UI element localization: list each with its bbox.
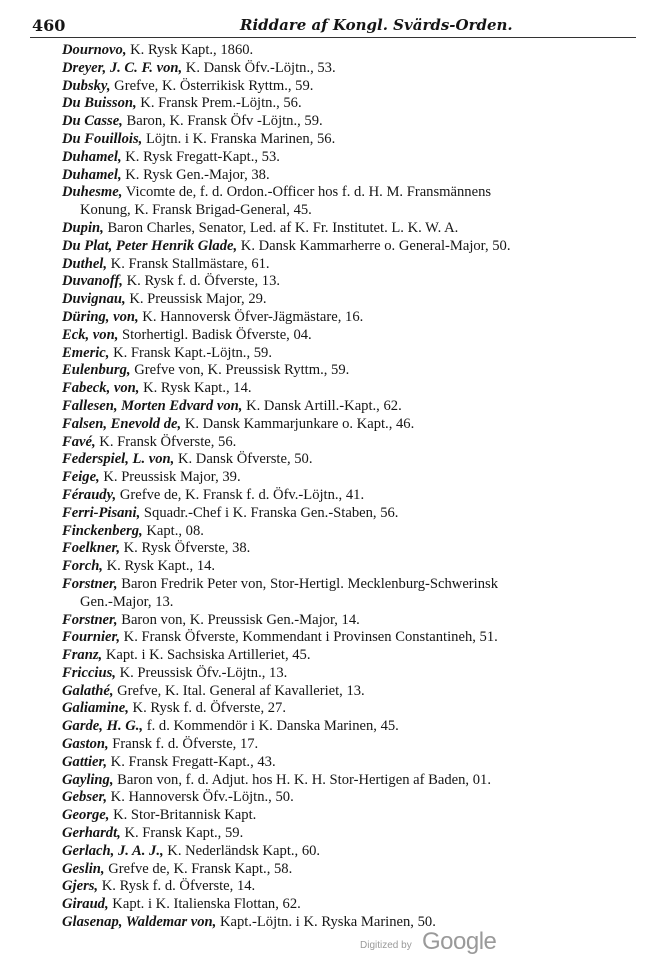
entry-name: Du Buisson,	[62, 95, 137, 112]
entry-line	[62, 540, 642, 558]
entry-details: K. Fransk Öfverste, Kommendant i Provinsen Constantineh, 51.	[123, 629, 498, 646]
entry-line	[62, 273, 642, 291]
entry-line	[62, 896, 642, 914]
entry-details: K. Rysk Gen.-Major, 38.	[125, 166, 270, 183]
entry-details: K. Rysk Kapt., 1860.	[130, 42, 254, 58]
entry-name: Fallesen, Morten Edvard von,	[62, 397, 243, 414]
entry-line	[62, 772, 642, 790]
entry-details: Baron von, f. d. Adjut. hos H. K. H. Stor-Hertigen af Baden, 01.	[117, 771, 491, 788]
list-item	[62, 309, 642, 327]
list-item	[62, 273, 642, 291]
entry-name: Dubsky,	[62, 77, 111, 94]
entry-name: Galathé,	[62, 682, 114, 699]
entry-details: Baron, K. Fransk Öfv -Löjtn., 59.	[126, 113, 323, 130]
entry-name: Finckenberg,	[62, 522, 143, 539]
list-item	[62, 878, 642, 896]
entry-details: Baron von, K. Preussisk Gen.-Major, 14.	[121, 611, 360, 628]
entry-details: K. Dansk Kammarherre o. General-Major, 50.	[240, 237, 511, 254]
list-item	[62, 256, 642, 274]
list-item	[62, 167, 642, 185]
list-item	[62, 60, 642, 78]
entry-details: K. Hannoversk Öfver-Jägmästare, 16.	[142, 308, 364, 325]
entry-line	[62, 398, 642, 416]
entry-list	[62, 42, 642, 932]
entry-line	[62, 878, 642, 896]
entry-name: Düring, von,	[62, 308, 139, 325]
entry-name: Emeric,	[62, 344, 110, 361]
digitized-label: Digitized by	[360, 940, 412, 951]
entry-name: Eck, von,	[62, 326, 119, 343]
list-item	[62, 540, 642, 558]
entry-name: Eulenburg,	[62, 362, 131, 379]
entry-line	[62, 718, 642, 736]
list-item	[62, 843, 642, 861]
entry-line	[62, 327, 642, 345]
entry-details: Kapt., 08.	[146, 522, 204, 539]
entry-details: Fransk f. d. Öfverste, 17.	[112, 736, 259, 753]
entry-name: Feige,	[62, 469, 100, 486]
entry-details: Kapt.-Löjtn. i K. Ryska Marinen, 50.	[219, 914, 436, 931]
entry-details: Storhertigl. Badisk Öfverste, 04.	[122, 326, 312, 343]
entry-name: Friccius,	[62, 664, 116, 681]
header-rule	[30, 37, 636, 38]
entry-name: Duvignau,	[62, 291, 126, 308]
entry-details: K. Rysk f. d. Öfverste, 13.	[126, 273, 281, 290]
entry-line	[62, 576, 642, 594]
page-header	[30, 14, 636, 38]
entry-details: Grefve de, K. Fransk f. d. Öfv.-Löjtn., 41.	[119, 486, 365, 503]
entry-line	[62, 362, 642, 380]
entry-name: Gaston,	[62, 736, 109, 753]
digitized-by-google-watermark	[360, 928, 560, 958]
page-number: 460	[32, 16, 66, 35]
entry-name: Franz,	[62, 647, 103, 664]
entry-details: K. Preussisk Major, 29.	[129, 291, 267, 308]
entry-line	[62, 345, 642, 363]
entry-name: Gerlach, J. A. J.,	[62, 842, 164, 859]
entry-name: Du Plat, Peter Henrik Glade,	[62, 237, 238, 254]
list-item	[62, 149, 642, 167]
entry-details: Grefve de, K. Fransk Kapt., 58.	[108, 860, 293, 877]
entry-details: Kapt. i K. Sachsiska Artilleriet, 45.	[105, 647, 311, 664]
entry-line	[62, 380, 642, 398]
entry-name: Glasenap, Waldemar von,	[62, 914, 217, 931]
list-item	[62, 380, 642, 398]
entry-name: Ferri-Pisani,	[62, 504, 141, 521]
list-item	[62, 184, 642, 220]
entry-name: Federspiel, L. von,	[62, 451, 175, 468]
entry-details: Baron Fredrik Peter von, Stor-Hertigl. Mecklenburg-Schwerinsk	[121, 575, 498, 592]
entry-line	[62, 665, 642, 683]
google-logo: Google	[422, 928, 497, 955]
entry-details: Löjtn. i K. Franska Marinen, 56.	[145, 130, 336, 147]
list-item	[62, 736, 642, 754]
entry-line	[62, 700, 642, 718]
entry-name: Foelkner,	[62, 540, 120, 557]
entry-line	[62, 843, 642, 861]
entry-details: Grefve von, K. Preussisk Ryttm., 59.	[134, 362, 350, 379]
entry-details: K. Rysk Kapt., 14.	[106, 558, 216, 575]
entry-details: K. Hannoversk Öfv.-Löjtn., 50.	[110, 789, 294, 806]
list-item	[62, 754, 642, 772]
entry-name: Duthel,	[62, 255, 108, 272]
list-item	[62, 576, 642, 612]
entry-details: K. Dansk Kammarjunkare o. Kapt., 46.	[184, 415, 415, 432]
entry-name: Duhesme,	[62, 184, 123, 201]
entry-details: K. Stor-Britannisk Kapt.	[113, 807, 257, 824]
running-title: Riddare af Kongl. Svärds-Orden.	[240, 16, 513, 34]
entry-name: Giraud,	[62, 896, 109, 913]
entry-line	[62, 487, 642, 505]
list-item	[62, 772, 642, 790]
entry-details: K. Preussisk Öfv.-Löjtn., 13.	[119, 664, 288, 681]
entry-details: Squadr.-Chef i K. Franska Gen.-Staben, 56.	[143, 504, 399, 521]
entry-line	[62, 469, 642, 487]
entry-name: Falsen, Enevold de,	[62, 415, 182, 432]
entry-line	[62, 95, 642, 113]
entry-name: Duvanoff,	[62, 273, 123, 290]
entry-name: Féraudy,	[62, 486, 117, 503]
list-item	[62, 505, 642, 523]
list-item	[62, 665, 642, 683]
entry-details: Kapt. i K. Italienska Flottan, 62.	[112, 896, 301, 913]
list-item	[62, 95, 642, 113]
list-item	[62, 434, 642, 452]
entry-line	[62, 825, 642, 843]
entry-details: K. Fransk Stallmästare, 61.	[110, 255, 270, 272]
entry-line	[62, 291, 642, 309]
entry-details: Vicomte de, f. d. Ordon.-Officer hos f. d. H. M. Fransmännens	[125, 184, 492, 201]
list-item	[62, 700, 642, 718]
entry-details: K. Fransk Fregatt-Kapt., 43.	[110, 753, 276, 770]
entry-line	[62, 131, 642, 149]
entry-line	[62, 416, 642, 434]
entry-line	[62, 309, 642, 327]
list-item	[62, 398, 642, 416]
entry-details: K. Nederländsk Kapt., 60.	[167, 842, 321, 859]
entry-details: K. Rysk f. d. Öfverste, 27.	[132, 700, 286, 717]
list-item	[62, 861, 642, 879]
list-item	[62, 647, 642, 665]
entry-name: Gjers,	[62, 878, 99, 895]
list-item	[62, 42, 642, 60]
list-item	[62, 789, 642, 807]
entry-details: Grefve, K. Österrikisk Ryttm., 59.	[114, 77, 314, 94]
entry-name: Geslin,	[62, 860, 105, 877]
entry-details: K. Dansk Öfv.-Löjtn., 53.	[185, 59, 336, 76]
entry-line	[62, 184, 642, 202]
entry-name: Forstner,	[62, 611, 118, 628]
list-item	[62, 487, 642, 505]
entry-details: K. Rysk Fregatt-Kapt., 53.	[125, 148, 280, 165]
entry-line	[62, 167, 642, 185]
list-item	[62, 220, 642, 238]
entry-name: Fabeck, von,	[62, 380, 140, 397]
entry-line	[62, 220, 642, 238]
list-item	[62, 451, 642, 469]
list-item	[62, 131, 642, 149]
entry-name: Gayling,	[62, 771, 114, 788]
entry-line	[62, 861, 642, 879]
entry-line	[62, 789, 642, 807]
entry-line	[62, 807, 642, 825]
list-item	[62, 78, 642, 96]
list-item	[62, 523, 642, 541]
entry-name: Forstner,	[62, 575, 118, 592]
entry-line	[62, 736, 642, 754]
entry-details: K. Dansk Öfverste, 50.	[177, 451, 313, 468]
list-item	[62, 896, 642, 914]
entry-details: K. Dansk Artill.-Kapt., 62.	[246, 397, 402, 414]
list-item	[62, 683, 642, 701]
list-item	[62, 558, 642, 576]
entry-name: Duhamel,	[62, 148, 122, 165]
entry-continuation: Konung, K. Fransk Brigad-General, 45.	[80, 202, 312, 219]
entry-name: Forch,	[62, 558, 103, 575]
list-item	[62, 825, 642, 843]
entry-name: Duhamel,	[62, 166, 122, 183]
entry-details: K. Fransk Kapt.-Löjtn., 59.	[113, 344, 272, 361]
entry-line	[62, 647, 642, 665]
entry-line	[62, 683, 642, 701]
entry-line	[62, 558, 642, 576]
entry-line	[62, 42, 642, 60]
entry-name: Fournier,	[62, 629, 120, 646]
entry-details: K. Rysk f. d. Öfverste, 14.	[101, 878, 256, 895]
list-item	[62, 327, 642, 345]
entry-details: K. Fransk Kapt., 59.	[124, 825, 244, 842]
entry-name: Galiamine,	[62, 700, 129, 717]
entry-details: K. Fransk Prem.-Löjtn., 56.	[140, 95, 302, 112]
entry-line	[62, 113, 642, 131]
entry-line	[62, 149, 642, 167]
entry-details: K. Rysk Kapt., 14.	[143, 380, 252, 397]
entry-line	[62, 78, 642, 96]
entry-line	[62, 505, 642, 523]
entry-name: Du Fouillois,	[62, 130, 143, 147]
entry-line	[62, 434, 642, 452]
list-item	[62, 291, 642, 309]
entry-line	[62, 612, 642, 630]
entry-details: K. Rysk Öfverste, 38.	[123, 540, 251, 557]
entry-name: Gebser,	[62, 789, 107, 806]
entry-details: K. Fransk Öfverste, 56.	[99, 433, 237, 450]
entry-details: K. Preussisk Major, 39.	[103, 469, 241, 486]
list-item	[62, 113, 642, 131]
entry-line	[62, 451, 642, 469]
entry-line	[62, 238, 642, 256]
entry-name: Dreyer, J. C. F. von,	[62, 59, 183, 76]
entry-name: Dournovo,	[62, 42, 127, 58]
list-item	[62, 416, 642, 434]
list-item	[62, 469, 642, 487]
entry-name: Gerhardt,	[62, 825, 121, 842]
entry-line	[62, 256, 642, 274]
entry-details: Baron Charles, Senator, Led. af K. Fr. Institutet. L. K. W. A.	[107, 219, 459, 236]
entry-line	[62, 60, 642, 78]
list-item	[62, 807, 642, 825]
entry-name: Garde, H. G.,	[62, 718, 144, 735]
entry-line	[62, 523, 642, 541]
list-item	[62, 629, 642, 647]
entry-name: George,	[62, 807, 110, 824]
entry-line	[62, 629, 642, 647]
entry-name: Gattier,	[62, 753, 107, 770]
entry-details: f. d. Kommendör i K. Danska Marinen, 45.	[146, 718, 399, 735]
list-item	[62, 238, 642, 256]
entry-details: Grefve, K. Ital. General af Kavalleriet, 13.	[117, 682, 365, 699]
list-item	[62, 345, 642, 363]
list-item	[62, 612, 642, 630]
entry-continuation: Gen.-Major, 13.	[80, 593, 174, 610]
entry-name: Favé,	[62, 433, 96, 450]
entry-line	[62, 754, 642, 772]
entry-name: Du Casse,	[62, 113, 123, 130]
list-item	[62, 362, 642, 380]
entry-name: Dupin,	[62, 219, 104, 236]
list-item	[62, 718, 642, 736]
